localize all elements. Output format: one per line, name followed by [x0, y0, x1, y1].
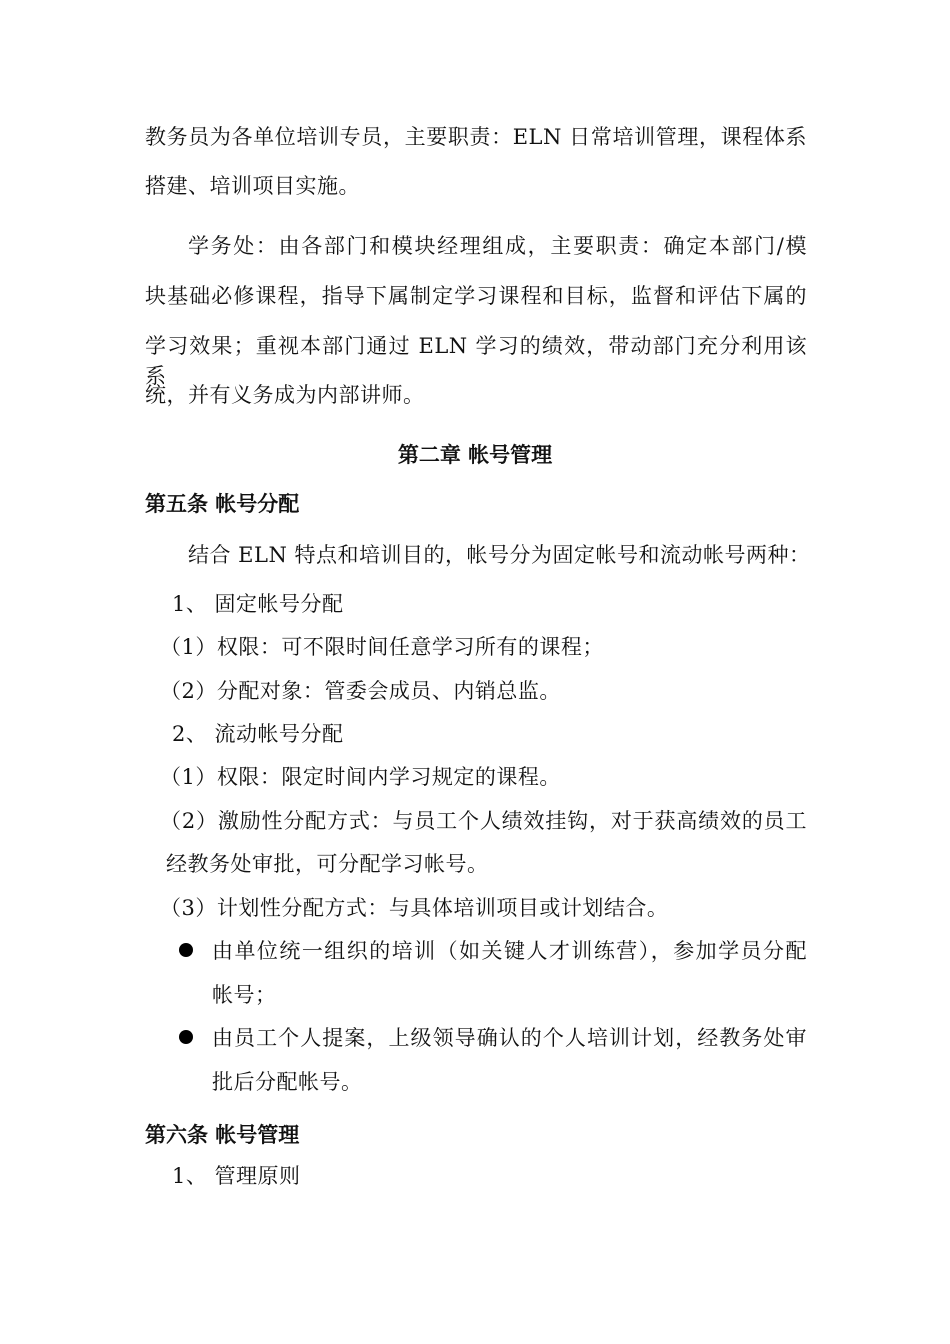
list-item: （2）分配对象：管委会成员、内销总监。: [160, 679, 561, 703]
list-item: 1、 固定帐号分配: [172, 592, 344, 616]
list-item: （3）计划性分配方式：与具体培训项目或计划结合。: [160, 896, 669, 920]
article-heading: 第六条 帐号管理: [145, 1123, 300, 1147]
bullet-item: 批后分配帐号。: [212, 1070, 363, 1094]
bullet-icon: [179, 943, 193, 957]
article-heading: 第五条 帐号分配: [145, 492, 300, 516]
list-item: 2、 流动帐号分配: [172, 722, 344, 746]
paragraph-line: 搭建、培训项目实施。: [145, 174, 360, 198]
paragraph-line: 块基础必修课程，指导下属制定学习课程和目标，监督和评估下属的: [145, 284, 807, 308]
list-item: 经教务处审批，可分配学习帐号。: [166, 852, 489, 876]
bullet-item: 帐号；: [212, 983, 277, 1007]
paragraph-line: 学习效果；重视本部门通过 ELN 学习的绩效，带动部门充分利用该系: [145, 334, 807, 388]
list-item: （1）权限：限定时间内学习规定的课程。: [160, 765, 561, 789]
paragraph-line: 统，并有义务成为内部讲师。: [145, 383, 425, 407]
bullet-item: 由单位统一组织的培训（如关键人才训练营），参加学员分配: [212, 939, 807, 963]
list-item: （1）权限：可不限时间任意学习所有的课程；: [160, 635, 604, 659]
paragraph-line: 结合 ELN 特点和培训目的，帐号分为固定帐号和流动帐号两种：: [188, 543, 811, 567]
bullet-icon: [179, 1030, 193, 1044]
bullet-item: 由员工个人提案，上级领导确认的个人培训计划，经教务处审: [212, 1026, 807, 1050]
chapter-heading: 第二章 帐号管理: [397, 443, 553, 467]
list-item: 1、 管理原则: [172, 1164, 301, 1188]
paragraph-line: 教务员为各单位培训专员，主要职责：ELN 日常培训管理，课程体系: [145, 125, 807, 149]
list-item: （2）激励性分配方式：与员工个人绩效挂钩，对于获高绩效的员工: [160, 809, 807, 833]
paragraph-line: 学务处：由各部门和模块经理组成，主要职责：确定本部门/模: [188, 234, 807, 258]
